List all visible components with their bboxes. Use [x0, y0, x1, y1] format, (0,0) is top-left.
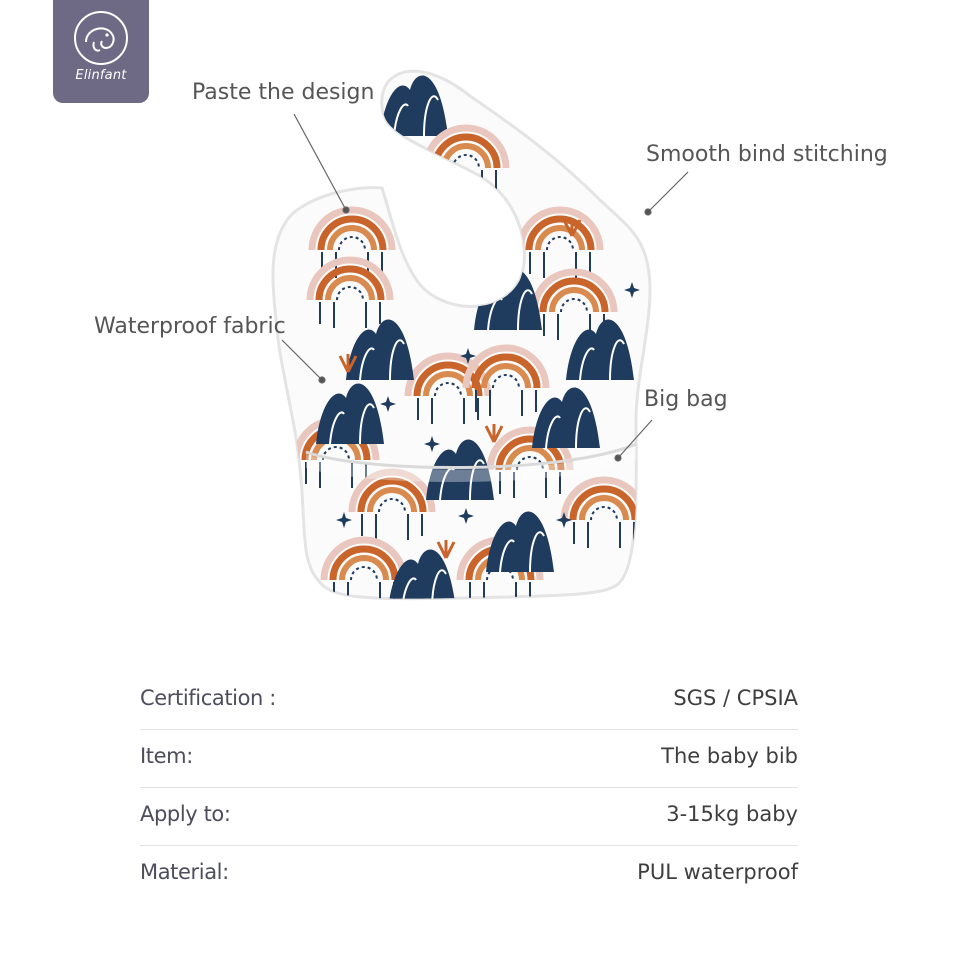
spec-row-certification	[140, 672, 798, 730]
spec-value: 3-15kg baby	[666, 802, 798, 826]
spec-row-material	[140, 846, 798, 903]
spec-value: The baby bib	[661, 744, 798, 768]
callout-big-bag: Big bag	[644, 387, 728, 412]
spec-row-apply-to	[140, 788, 798, 846]
brand-name: Elinfant	[75, 68, 127, 83]
callout-waterproof-fabric: Waterproof fabric	[94, 314, 286, 339]
spec-value: SGS / CPSIA	[673, 686, 798, 710]
bib-shape	[273, 71, 650, 610]
spec-label: Item:	[140, 744, 193, 768]
spec-label: Material:	[140, 860, 229, 884]
callout-smooth-bind-stitching: Smooth bind stitching	[646, 142, 888, 167]
spec-row-item	[140, 730, 798, 788]
spec-label: Apply to:	[140, 802, 231, 826]
spec-label: Certification :	[140, 686, 276, 710]
spec-table	[140, 672, 798, 903]
spec-value: PUL waterproof	[637, 860, 798, 884]
callout-paste-design: Paste the design	[192, 80, 375, 105]
